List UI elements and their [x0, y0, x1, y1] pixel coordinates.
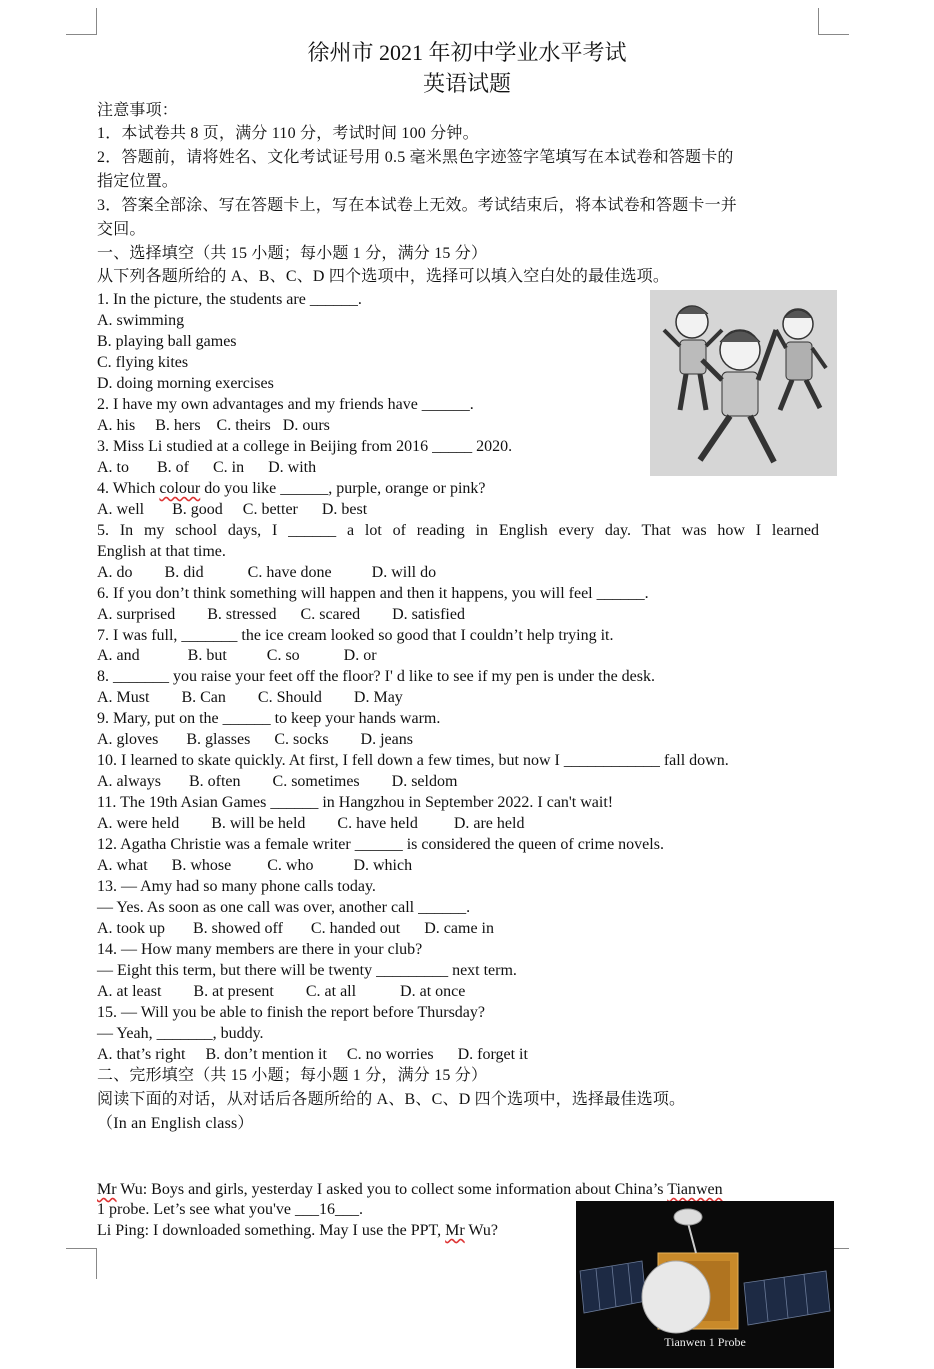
crop-mark-top-right	[818, 8, 849, 35]
note-3-line-1: 3．答案全部涂、写在答题卡上，写在本试卷上无效。考试结束后，将本试卷和答题卡一并	[97, 197, 738, 214]
question-6: 6. If you don’t think something will happen and then it happens, you will feel ______.	[97, 585, 649, 602]
question-12: 12. Agatha Christie was a female writer ______ is considered the queen of crime novels.	[97, 836, 664, 853]
students-exercising-picture	[650, 290, 837, 476]
question-4	[97, 479, 486, 499]
question-11-options: A. were held B. will be held C. have held D. are held	[97, 815, 525, 832]
question-15-reply: — Yeah, _______, buddy.	[97, 1025, 264, 1042]
question-13-options: A. took up B. showed off C. handed out D. came in	[97, 920, 494, 937]
section-2-instruction: 阅读下面的对话，从对话后各题所给的 A、B、C、D 四个选项中，选择最佳选项。	[97, 1091, 686, 1108]
question-8: 8. _______ you raise your feet off the floor? I' d like to see if my pen is under the desk.	[97, 668, 655, 685]
question-5-options: A. do B. did C. have done D. will do	[97, 564, 437, 581]
question-5-line-1: 5. In my school days, I ______ a lot of reading in English every day. That was how I learned	[97, 522, 819, 539]
question-13: 13. — Amy had so many phone calls today.	[97, 878, 376, 895]
exam-subtitle: 英语试题	[422, 71, 511, 96]
question-8-options: A. Must B. Can C. Should D. May	[97, 689, 403, 706]
question-4-suffix: do you like ______, purple, orange or pink?	[200, 480, 486, 497]
dialogue-mr-word-2: Mr	[445, 1222, 465, 1239]
section-1-instruction: 从下列各题所给的 A、B、C、D 四个选项中，选择可以填入空白处的最佳选项。	[97, 268, 670, 285]
question-6-options: A. surprised B. stressed C. scared D. satisfied	[97, 606, 465, 623]
note-1: 1．本试卷共 8 页，满分 110 分，考试时间 100 分钟。	[97, 125, 479, 142]
question-7: 7. I was full, _______ the ice cream looked so good that I couldn’t help trying it.	[97, 627, 614, 644]
question-14-options: A. at least B. at present C. at all D. at once	[97, 983, 466, 1000]
question-13-reply: — Yes. As soon as one call was over, another call ______.	[97, 899, 471, 916]
question-15: 15. — Will you be able to finish the report before Thursday?	[97, 1004, 485, 1021]
section-1-heading: 一、选择填空（共 15 小题；每小题 1 分，满分 15 分）	[97, 245, 488, 262]
question-4-prefix: 4. Which	[97, 480, 160, 497]
note-2-line-2: 指定位置。	[97, 173, 179, 190]
section-2-context: （In an English class）	[97, 1115, 254, 1132]
question-11: 11. The 19th Asian Games ______ in Hangzhou in September 2022. I can't wait!	[97, 794, 614, 811]
note-2-line-1: 2．答题前，请将姓名、文化考试证号用 0.5 毫米黑色字迹签字笔填写在本试卷和答题卡的	[97, 149, 734, 166]
question-3-options: A. to B. of C. in D. with	[97, 459, 317, 476]
question-15-options: A. that’s right B. don’t mention it C. no worries D. forget it	[97, 1046, 528, 1063]
question-9: 9. Mary, put on the ______ to keep your hands warm.	[97, 710, 441, 727]
question-10: 10. I learned to skate quickly. At first, I fell down a few times, but now I ____________ fall down.	[97, 752, 729, 769]
question-9-options: A. gloves B. glasses C. socks D. jeans	[97, 731, 413, 748]
probe-caption: Tianwen 1 Probe	[664, 1335, 746, 1349]
question-1: 1. In the picture, the students are ______.	[97, 291, 362, 308]
question-7-options: A. and B. but C. so D. or	[97, 647, 377, 664]
crop-mark-top-left	[66, 8, 97, 35]
dialogue-line-3-end: Wu?	[464, 1222, 498, 1239]
question-1-option-c: C. flying kites	[97, 354, 189, 371]
question-10-options: A. always B. often C. sometimes D. seldom	[97, 773, 458, 790]
question-14: 14. — How many members are there in your club?	[97, 941, 423, 958]
dialogue-tianwen-word: Tianwen	[667, 1181, 723, 1198]
students-exercising-illustration	[650, 290, 837, 476]
question-14-reply: — Eight this term, but there will be twenty _________ next term.	[97, 962, 517, 979]
question-1-option-d: D. doing morning exercises	[97, 375, 274, 392]
dialogue-line-1	[97, 1180, 723, 1200]
question-12-options: A. what B. whose C. who D. which	[97, 857, 413, 874]
question-2-options: A. his B. hers C. theirs D. ours	[97, 417, 330, 434]
dialogue-line-3-text: Li Ping: I downloaded something. May I use the PPT,	[97, 1222, 446, 1239]
question-2: 2. I have my own advantages and my friends have ______.	[97, 396, 474, 413]
question-4-options: A. well B. good C. better D. best	[97, 501, 368, 518]
question-3: 3. Miss Li studied at a college in Beijing from 2016 _____ 2020.	[97, 438, 513, 455]
question-1-option-a: A. swimming	[97, 312, 185, 329]
tianwen-probe-picture	[576, 1201, 834, 1368]
question-4-colour-word: colour	[159, 480, 201, 497]
dialogue-mr-word: Mr	[97, 1181, 117, 1198]
exam-title: 徐州市 2021 年初中学业水平考试	[307, 40, 627, 65]
question-5-line-2: English at that time.	[97, 543, 226, 560]
dialogue-line-1-text: Wu: Boys and girls, yesterday I asked you to collect some information about China’s	[116, 1181, 668, 1198]
crop-mark-bottom-left	[66, 1248, 97, 1279]
note-3-line-2: 交回。	[97, 221, 146, 238]
dialogue-line-3	[97, 1221, 498, 1241]
notes-heading: 注意事项：	[97, 102, 179, 119]
dialogue-line-2: 1 probe. Let’s see what you've ___16___.	[97, 1201, 363, 1218]
section-2-heading: 二、完形填空（共 15 小题；每小题 1 分，满分 15 分）	[97, 1067, 488, 1084]
question-1-option-b: B. playing ball games	[97, 333, 237, 350]
